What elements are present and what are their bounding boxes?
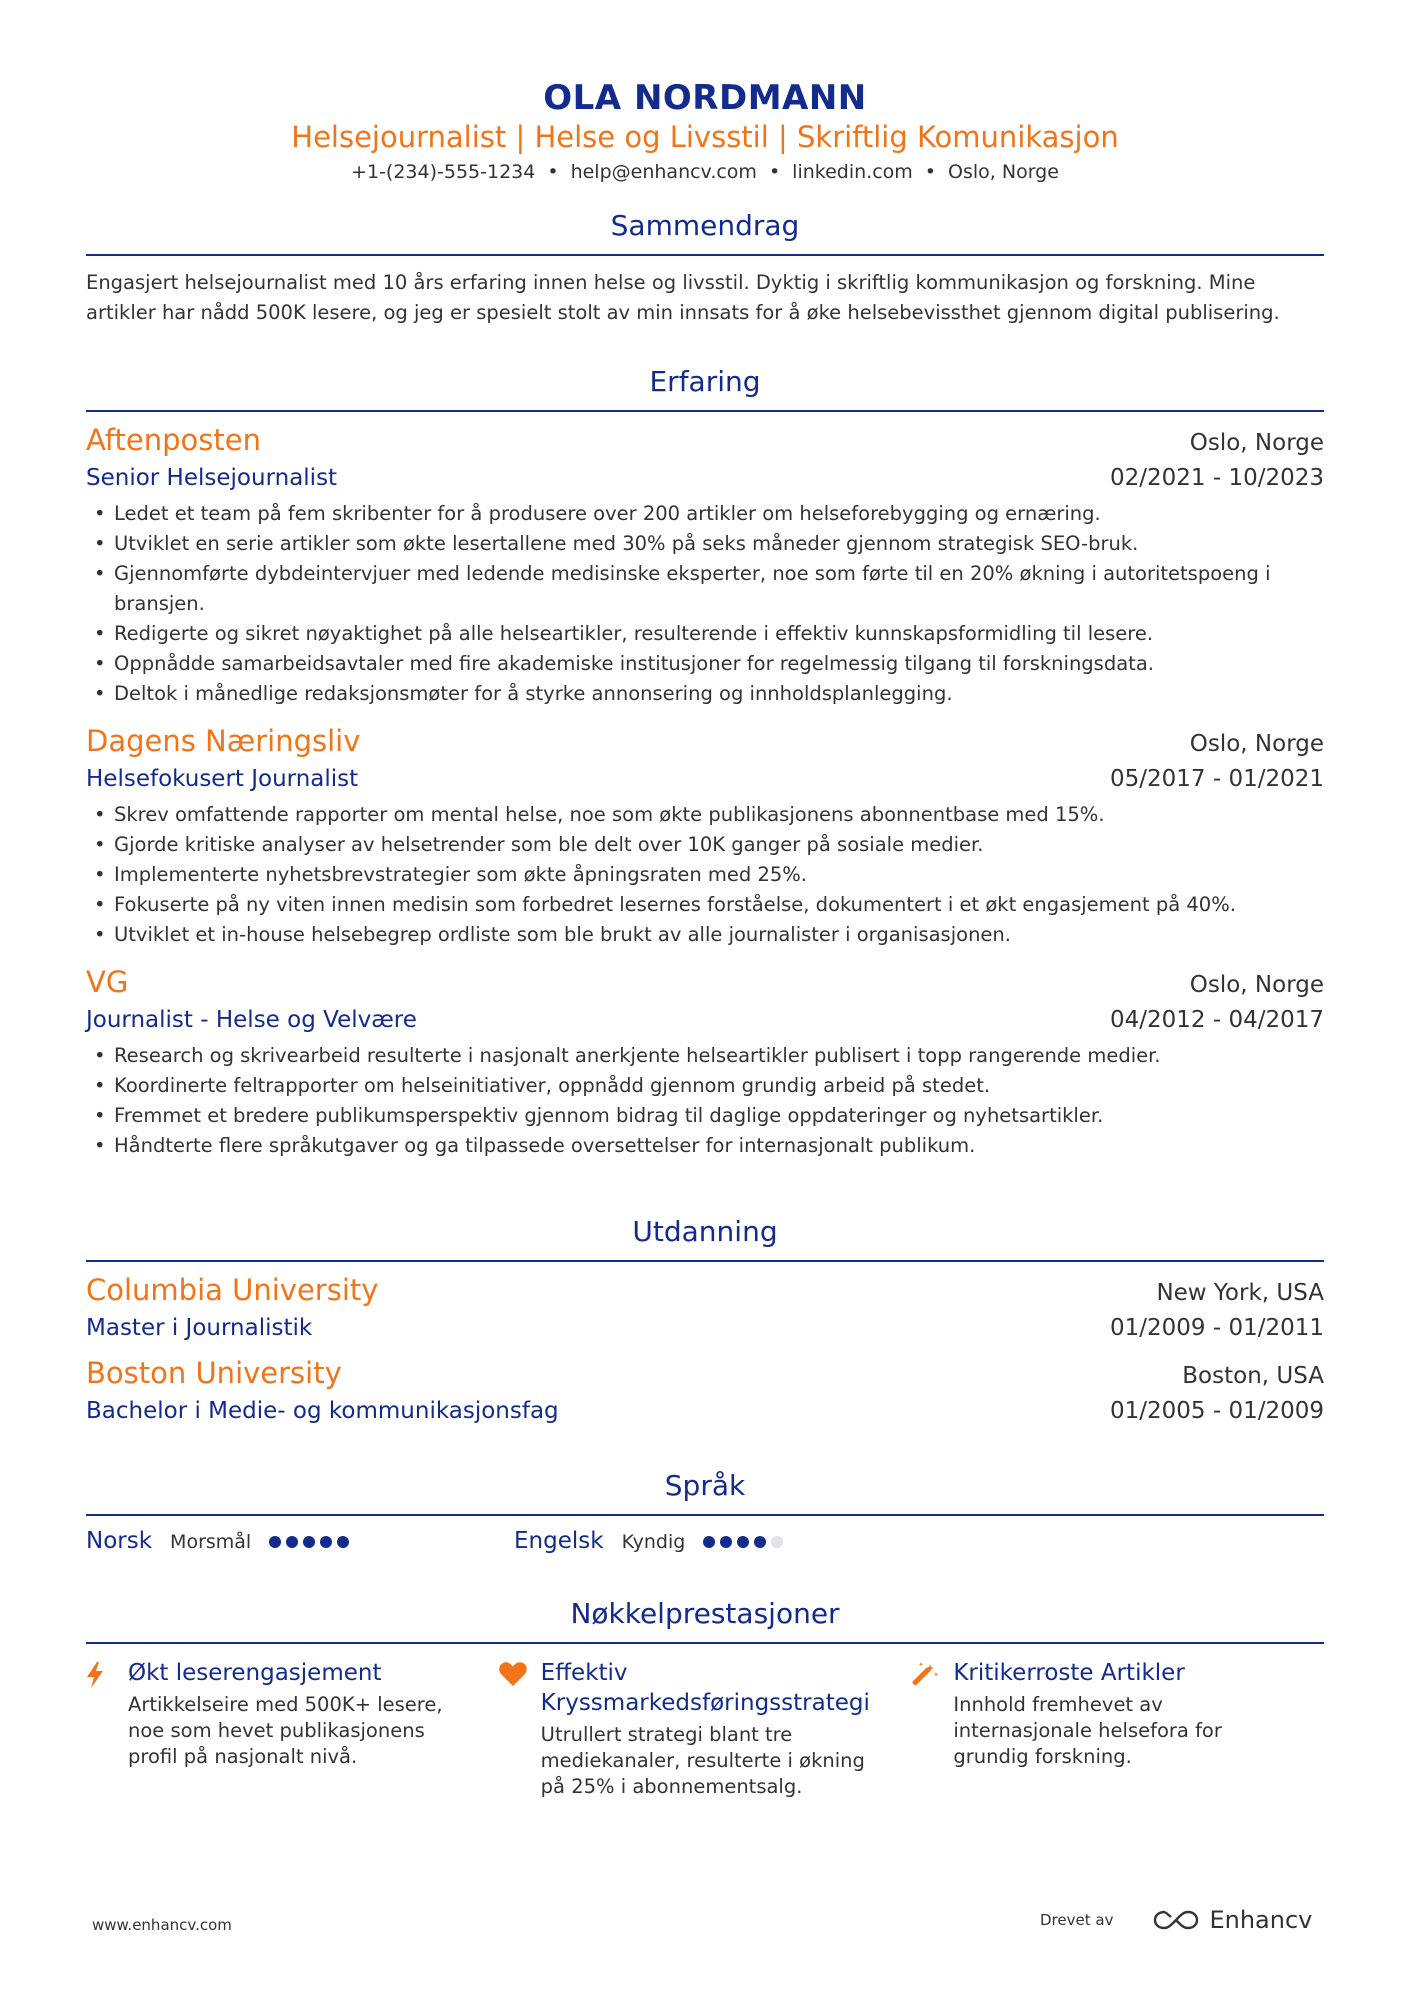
language-rating: [703, 1536, 783, 1548]
bullet-list: [86, 1041, 1324, 1161]
school-name: Columbia University: [86, 1273, 379, 1307]
language-level: Kyndig: [621, 1531, 686, 1553]
separator-dot: •: [547, 161, 559, 183]
experience-entry: [86, 422, 1324, 709]
company-name: Dagens Næringsliv: [86, 724, 361, 758]
achievement-item: [911, 1658, 1324, 1800]
language-name: Engelsk: [514, 1528, 604, 1554]
rating-dot-filled: [737, 1536, 749, 1548]
job-title: Senior Helsejournalist: [86, 465, 338, 491]
summary-section: [86, 208, 1324, 328]
resume-header: [86, 78, 1324, 186]
magic-wand-icon: [911, 1658, 953, 1800]
separator-dot: •: [924, 161, 937, 183]
rating-dot-filled: [286, 1536, 298, 1548]
list-item: • Deltok i månedlige redaksjonsmøter for å styrke annonsering og innholdsplanlegging.: [86, 679, 1324, 709]
rating-dot-filled: [703, 1536, 715, 1548]
list-item: • Koordinerte feltrapporter om helseinitiativer, oppnådd gjennom grundig arbeid på stedet.: [86, 1071, 1324, 1101]
candidate-name: OLA NORDMANN: [543, 78, 867, 118]
list-item: • Ledet et team på fem skribenter for å produsere over 200 artikler om helseforebygging og ernæring.: [86, 499, 1324, 529]
section-title: Erfaring: [86, 364, 1324, 412]
rating-dot-filled: [303, 1536, 315, 1548]
job-dates: 02/2021 - 10/2023: [1109, 465, 1324, 491]
list-item: • Fremmet et bredere publikumsperspektiv gjennom bidrag til daglige oppdateringer og nyhetsartikler.: [86, 1101, 1324, 1131]
achievement-description: Artikkelseire med 500K+ lesere, noe som hevet publikasjonens profil på nasjonalt nivå.: [128, 1693, 443, 1768]
footer-website[interactable]: www.enhancv.com: [92, 1916, 232, 1934]
language-list: [86, 1528, 1324, 1554]
separator-dot: •: [768, 161, 781, 183]
linkedin[interactable]: linkedin.com: [792, 161, 913, 183]
location: Oslo, Norge: [948, 161, 1059, 183]
footer-branding: [1040, 1906, 1312, 1934]
languages-section: [86, 1468, 1324, 1554]
school-name: Boston University: [86, 1356, 342, 1390]
list-item: • Oppnådde samarbeidsavtaler med fire akademiske institusjoner for regelmessig tilgang til forskningsdata.: [86, 649, 1324, 679]
list-item: • Redigerte og sikret nøyaktighet på alle helseartikler, resulterende i effektiv kunnskapsformidling til lesere.: [86, 619, 1324, 649]
list-item: • Gjennomførte dybdeintervjuer med ledende medisinske eksperter, noe som førte til en 20% økning i autoritetspoeng i bransjen.: [86, 559, 1324, 619]
achievement-title: Effektiv Kryssmarkedsføringsstrategi: [540, 1660, 870, 1716]
school-location: Boston, USA: [1182, 1363, 1324, 1389]
list-item: • Skrev omfattende rapporter om mental helse, noe som økte publikasjonens abonnentbase med 15%.: [86, 800, 1324, 830]
summary-text: Engasjert helsejournalist med 10 års erfaring innen helse og livsstil. Dyktig i skriftlig kommunikasjon og forskning. Mine artikler har nådd 500K lesere, og jeg er spesielt stolt av min innsats for å øke helsebevissthet gjennom digital publisering.: [86, 271, 1280, 324]
job-dates: 05/2017 - 01/2021: [1109, 766, 1324, 792]
school-location: New York, USA: [1156, 1280, 1324, 1306]
achievement-list: [86, 1658, 1324, 1800]
degree: Master i Journalistik: [86, 1315, 313, 1341]
job-location: Oslo, Norge: [1189, 430, 1324, 456]
contact-info: [86, 158, 1324, 186]
job-location: Oslo, Norge: [1189, 972, 1324, 998]
list-item: • Implementerte nyhetsbrevstrategier som økte åpningsraten med 25%.: [86, 860, 1324, 890]
list-item: • Håndterte flere språkutgaver og ga tilpassede oversettelser for internasjonalt publikum.: [86, 1131, 1324, 1161]
phone: +1-(234)-555-1234: [351, 161, 536, 183]
rating-dot-filled: [320, 1536, 332, 1548]
language-level: Morsmål: [170, 1531, 252, 1553]
company-name: VG: [86, 965, 129, 999]
rating-dot-empty: [771, 1536, 783, 1548]
list-item: • Utviklet et in-house helsebegrep ordliste som ble brukt av alle journalister i organisasjonen.: [86, 920, 1324, 950]
rating-dot-filled: [337, 1536, 349, 1548]
job-dates: 04/2012 - 04/2017: [1109, 1007, 1324, 1033]
list-item: • Research og skrivearbeid resulterte i nasjonalt anerkjente helseartikler publisert i topp rangerende medier.: [86, 1041, 1324, 1071]
section-title: Språk: [86, 1468, 1324, 1516]
bullet-list: [86, 499, 1324, 709]
heart-icon: [499, 1658, 541, 1800]
education-entry: [86, 1355, 1324, 1428]
powered-by-label: Drevet av: [1040, 1911, 1114, 1929]
brand-logo[interactable]: [1153, 1906, 1312, 1934]
education-dates: 01/2005 - 01/2009: [1109, 1398, 1324, 1424]
rating-dot-filled: [269, 1536, 281, 1548]
rating-dot-filled: [754, 1536, 766, 1548]
experience-entry: [86, 723, 1324, 950]
list-item: • Utviklet en serie artikler som økte lesertallene med 30% på seks måneder gjennom strategisk SEO-bruk.: [86, 529, 1324, 559]
achievements-section: [86, 1596, 1324, 1800]
section-title: Sammendrag: [86, 208, 1324, 256]
job-title: Journalist - Helse og Velvære: [86, 1007, 417, 1033]
list-item: • Gjorde kritiske analyser av helsetrender som ble delt over 10K ganger på sosiale medier.: [86, 830, 1324, 860]
language-item: [86, 1528, 514, 1554]
education-section: [86, 1214, 1324, 1428]
rating-dot-filled: [720, 1536, 732, 1548]
section-title: Nøkkelprestasjoner: [86, 1596, 1324, 1644]
achievement-title: Økt leserengasjement: [128, 1660, 382, 1686]
education-dates: 01/2009 - 01/2011: [1109, 1315, 1324, 1341]
language-rating: [269, 1536, 349, 1548]
candidate-subtitle: Helsejournalist | Helse og Livsstil | Skriftlig Komunikasjon: [291, 120, 1119, 154]
language-item: [514, 1528, 942, 1554]
brand-name: Enhancv: [1209, 1906, 1313, 1934]
experience-entry: [86, 964, 1324, 1161]
job-title: Helsefokusert Journalist: [86, 766, 359, 792]
list-item: • Fokuserte på ny viten innen medisin som forbedret lesernes forståelse, dokumentert i et økt engasjement på 40%.: [86, 890, 1324, 920]
job-location: Oslo, Norge: [1189, 731, 1324, 757]
enhancv-logo-icon: [1153, 1908, 1199, 1932]
education-entry: [86, 1272, 1324, 1345]
bullet-list: [86, 800, 1324, 950]
experience-section: [86, 364, 1324, 1161]
achievement-description: Innhold fremhevet av internasjonale helsefora for grundig forskning.: [953, 1693, 1222, 1768]
achievement-item: [86, 1658, 499, 1800]
achievement-item: [499, 1658, 912, 1800]
lightning-icon: [86, 1658, 128, 1800]
language-name: Norsk: [86, 1528, 153, 1554]
degree: Bachelor i Medie- og kommunikasjonsfag: [86, 1398, 559, 1424]
section-title: Utdanning: [86, 1214, 1324, 1262]
achievement-description: Utrullert strategi blant tre mediekanaler, resulterte i økning på 25% i abonnementsalg.: [540, 1723, 865, 1798]
company-name: Aftenposten: [86, 423, 261, 457]
achievement-title: Kritikerroste Artikler: [953, 1660, 1185, 1686]
email[interactable]: help@enhancv.com: [570, 161, 757, 183]
